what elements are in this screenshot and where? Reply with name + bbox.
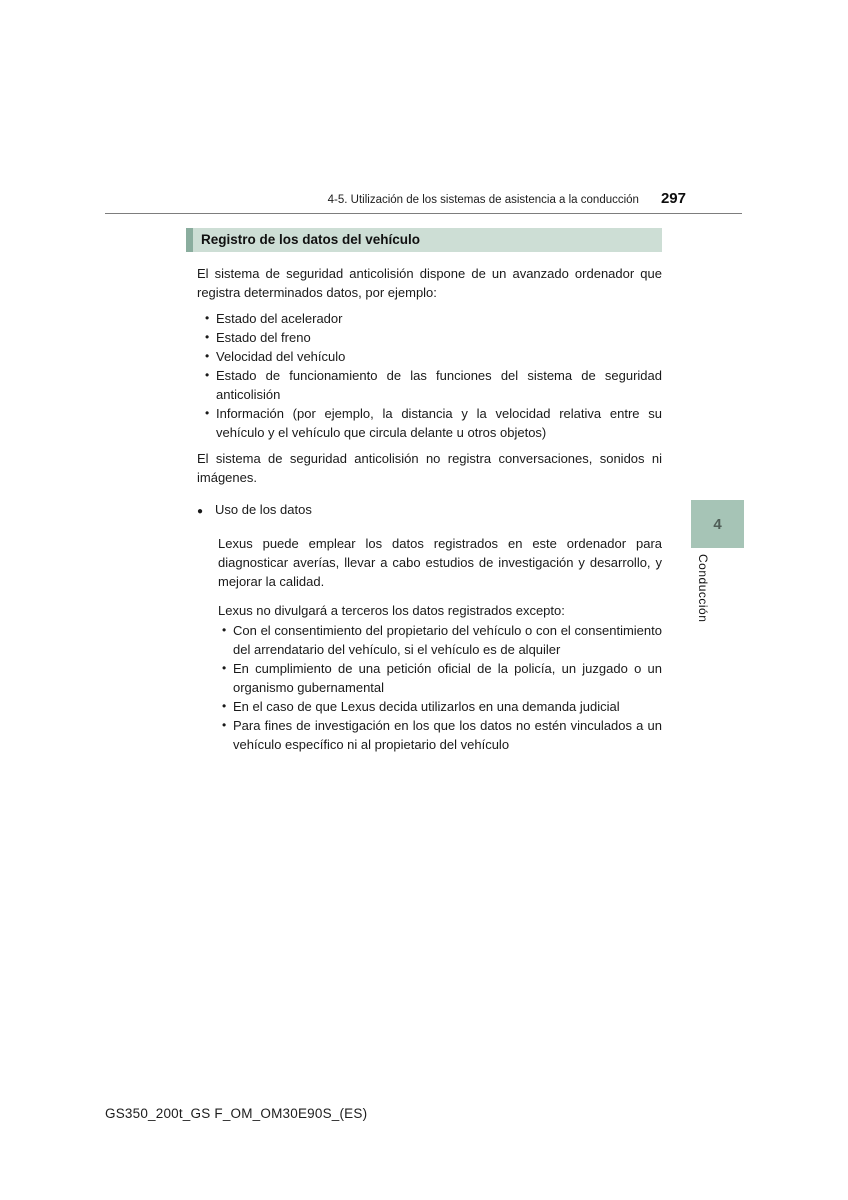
list-item (222, 621, 662, 659)
bullet-icon: • (222, 623, 227, 637)
no-record-paragraph: El sistema de seguridad anticolisión no registra conversaciones, sonidos ni imágenes. (197, 451, 662, 485)
disclosure-exceptions-list (218, 621, 662, 754)
header-rule (105, 213, 742, 214)
bullet-icon: • (205, 330, 210, 344)
page-header (105, 190, 742, 207)
data-usage-block (218, 534, 662, 754)
list-item-text: Estado de funcionamiento de las funciones del sistema de seguridad anticolisión (216, 368, 662, 402)
bullet-icon: • (205, 311, 210, 325)
subsection-heading-text: Uso de los datos (215, 502, 312, 517)
header-page-number: 297 (660, 190, 686, 207)
list-item-text: Estado del freno (216, 330, 311, 345)
list-item-text: Estado del acelerador (216, 311, 343, 326)
subsection-heading (197, 500, 662, 521)
disclosure-paragraph: Lexus no divulgará a terceros los datos registrados excepto: (218, 603, 565, 618)
footer-document-code: GS350_200t_GS F_OM_OM30E90S_(ES) (105, 1106, 368, 1121)
recorded-data-list (197, 309, 662, 442)
list-item-text: Velocidad del vehículo (216, 349, 346, 364)
header-section-title: 4-5. Utilización de los sistemas de asistencia a la conducción (327, 194, 639, 206)
list-item (205, 309, 662, 328)
section-title (186, 228, 662, 252)
list-item (205, 347, 662, 366)
list-item-text: En cumplimiento de una petición oficial de la policía, un juzgado o un organismo gubernamental (233, 661, 662, 695)
chapter-tab-number-badge (691, 500, 744, 548)
bullet-icon: • (205, 368, 210, 382)
chapter-tab-number: 4 (713, 515, 722, 533)
usage-paragraph: Lexus puede emplear los datos registrados en este ordenador para diagnosticar averías, llevar a cabo estudios de investigación y desarrollo, y mejorar la calidad. (218, 536, 662, 589)
bullet-icon: • (205, 349, 210, 363)
chapter-tab-label: Conducción (696, 554, 710, 623)
list-item (205, 328, 662, 347)
bullet-icon: • (222, 661, 227, 675)
list-item (205, 404, 662, 442)
list-item (222, 659, 662, 697)
content-column (186, 228, 662, 754)
body-text (186, 264, 662, 754)
intro-paragraph: El sistema de seguridad anticolisión dispone de un avanzado ordenador que registra determinados datos, por ejemplo: (197, 266, 662, 300)
list-item-text: Para fines de investigación en los que los datos no estén vinculados a un vehículo específico ni al propietario del vehículo (233, 718, 662, 752)
list-item (222, 697, 662, 716)
bullet-icon: • (222, 718, 227, 732)
bullet-icon: • (222, 699, 227, 713)
list-item-text: Información (por ejemplo, la distancia y la velocidad relativa entre su vehículo y el vehículo que circula delante u otros objetos) (216, 406, 662, 440)
list-item-text: Con el consentimiento del propietario del vehículo o con el consentimiento del arrendatario del vehículo, si el vehículo es de alquiler (233, 623, 662, 657)
list-item (222, 716, 662, 754)
bullet-icon: • (205, 406, 210, 420)
section-title-text: Registro de los datos del vehículo (201, 232, 421, 247)
list-item-text: En el caso de que Lexus decida utilizarlos en una demanda judicial (233, 699, 620, 714)
disc-bullet-icon: ● (197, 506, 204, 517)
list-item (205, 366, 662, 404)
